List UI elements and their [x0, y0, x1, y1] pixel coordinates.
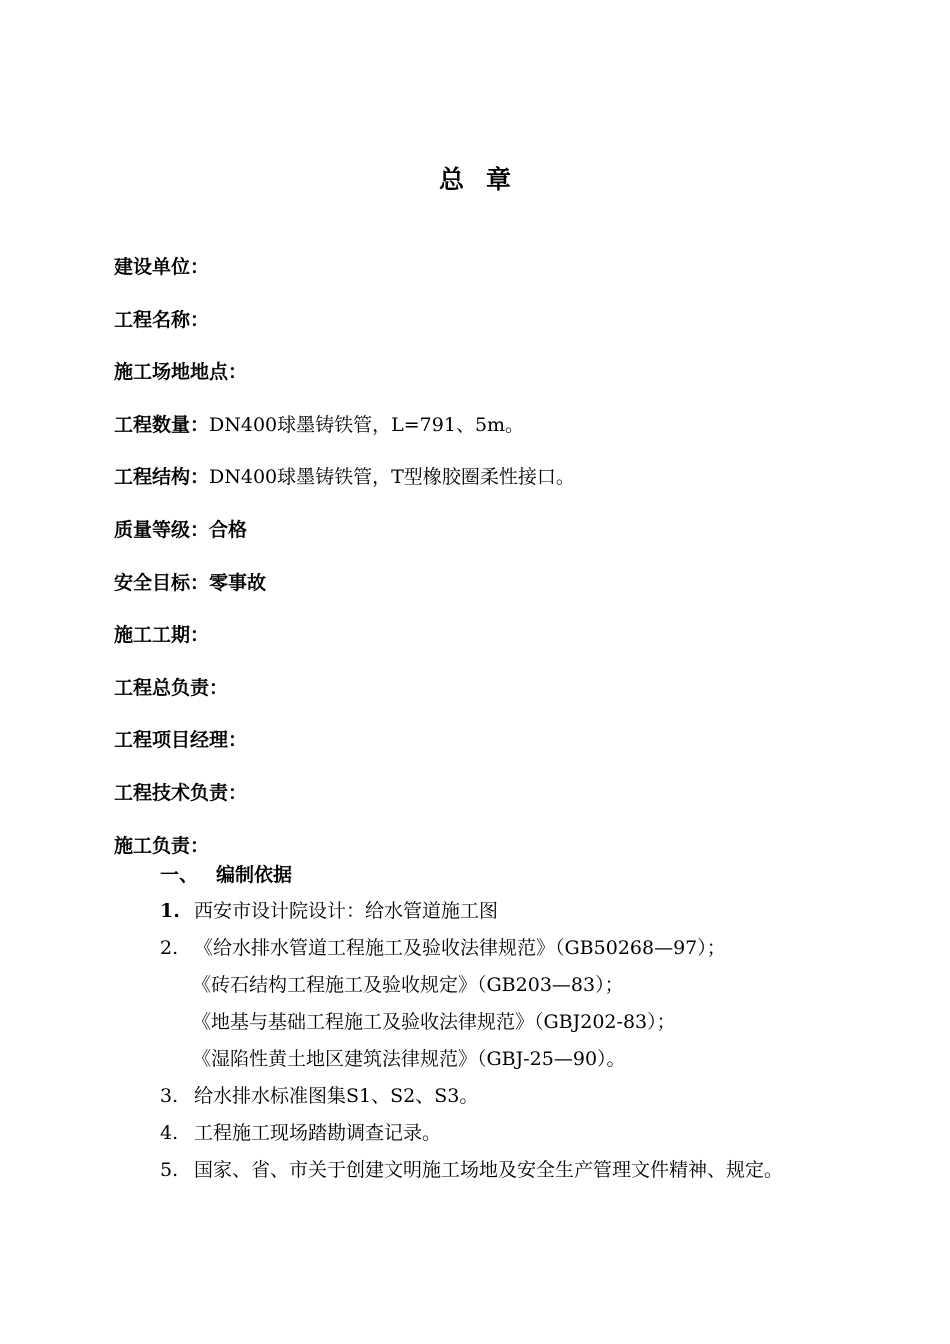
field-label: 施工负责：: [114, 834, 210, 857]
item-text: 给水排水标准图集S1、S2、S3。: [194, 1085, 479, 1107]
section-number: 一、: [160, 864, 199, 886]
field-label: 工程项目经理：: [114, 729, 248, 752]
list-item-continuation: 《砖石结构工程施工及验收规定》（GB203—83）；: [192, 974, 624, 996]
field-label: 工程名称：: [114, 308, 210, 331]
list-item-continuation: 《地基与基础工程施工及验收法律规范》（GBJ202-83）；: [192, 1011, 676, 1033]
field-label: 施工场地地点：: [114, 361, 248, 384]
field-label: 质量等级：: [114, 518, 210, 541]
field-label: 施工工期：: [114, 624, 210, 647]
field-value: 合格: [209, 518, 248, 541]
list-item: [160, 1081, 478, 1111]
field-label: 工程结构：: [114, 466, 210, 489]
section-title: 编制依据: [216, 864, 293, 886]
field-label: 安全目标：: [114, 571, 210, 594]
field-general-manager: [114, 673, 874, 726]
field-label: 工程总负责：: [114, 676, 229, 699]
field-construction-period: [114, 620, 874, 673]
field-technical-lead: [114, 778, 874, 831]
list-item-continuation: 《湿陷性黄土地区建筑法律规范》（GBJ-25—90）。: [192, 1048, 626, 1070]
field-value: DN400球墨铸铁管，T型橡胶圈柔性接口。: [209, 466, 575, 489]
item-text: 西安市设计院设计：给水管道施工图: [194, 900, 499, 922]
item-text: 《给水排水管道工程施工及验收法律规范》（GB50268—97）；: [194, 937, 726, 959]
item-number: 3.: [160, 1085, 179, 1107]
list-item: [114, 1153, 864, 1187]
item-text: 工程施工现场踏勘调查记录。: [194, 1122, 442, 1144]
field-project-manager: [114, 725, 874, 778]
list-item: [160, 1118, 441, 1148]
field-quality-grade: [114, 515, 874, 568]
field-label: 工程数量：: [114, 413, 210, 436]
item-number: 2.: [160, 937, 179, 959]
field-value: 零事故: [209, 571, 267, 594]
field-value: DN400球墨铸铁管，L=791、5m。: [209, 413, 525, 436]
field-quantity: [114, 410, 874, 463]
item-text: 国家、省、市关于创建文明施工场地及安全生产管理文件精神、规定。: [194, 1159, 784, 1181]
list-item: [160, 896, 498, 926]
field-safety-target: [114, 568, 874, 621]
field-project-name: [114, 305, 874, 358]
page-title: 总章: [438, 165, 533, 194]
section-heading: [160, 860, 292, 890]
list-item: [160, 933, 726, 963]
field-site-location: [114, 357, 874, 410]
field-label: 建设单位：: [114, 256, 210, 278]
field-structure: [114, 462, 874, 515]
project-info-list: [114, 252, 874, 883]
field-label: 工程技术负责：: [114, 781, 248, 804]
field-construction-unit: [114, 252, 874, 305]
item-number: 5.: [160, 1159, 179, 1181]
item-number: 1.: [160, 900, 180, 922]
item-number: 4.: [160, 1122, 179, 1144]
